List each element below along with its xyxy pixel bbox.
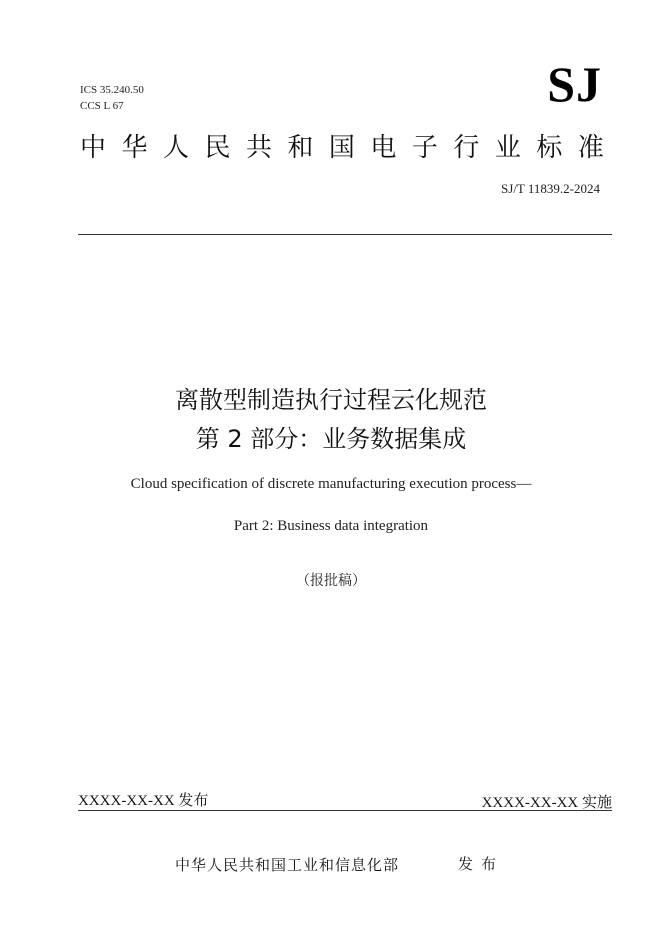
- org-char: 人: [162, 133, 189, 163]
- org-char: 行: [453, 133, 480, 163]
- org-char: 业: [494, 133, 521, 163]
- org-char: 标: [536, 133, 563, 163]
- org-char: 共: [245, 133, 272, 163]
- standard-number: SJ/T 11839.2-2024: [501, 181, 600, 196]
- implementation-date: XXXX-XX-XX 实施: [481, 795, 612, 811]
- issue-word: 发布: [458, 855, 505, 873]
- org-char: 和: [287, 133, 314, 163]
- top-divider: [78, 234, 612, 235]
- english-title-line-1: Cloud specification of discrete manufacturing execution process—: [130, 476, 532, 492]
- org-char: 中: [80, 133, 107, 163]
- draft-status: （报批稿）: [296, 573, 366, 589]
- sj-logo: SJ: [547, 56, 602, 112]
- bottom-divider: [78, 810, 612, 811]
- org-char: 华: [121, 133, 148, 163]
- org-char: 国: [328, 133, 355, 163]
- ccs-code: CCS L 67: [80, 100, 124, 112]
- org-char: 准: [577, 133, 604, 163]
- ics-code: ICS 35.240.50: [80, 84, 144, 96]
- classification-codes: [80, 82, 144, 114]
- org-char: 民: [204, 133, 231, 163]
- industry-standard-title: [80, 127, 604, 164]
- issue-date: XXXX-XX-XX 发布: [78, 793, 209, 809]
- org-char: 电: [370, 133, 397, 163]
- chinese-title-line-1: 离散型制造执行过程云化规范: [175, 386, 487, 414]
- english-title-line-2: Part 2: Business data integration: [233, 518, 429, 534]
- chinese-title-line-2: 第 2 部分：业务数据集成: [195, 425, 467, 453]
- org-char: 子: [411, 133, 438, 163]
- issuing-authority: 中华人民共和国工业和信息化部: [175, 856, 400, 874]
